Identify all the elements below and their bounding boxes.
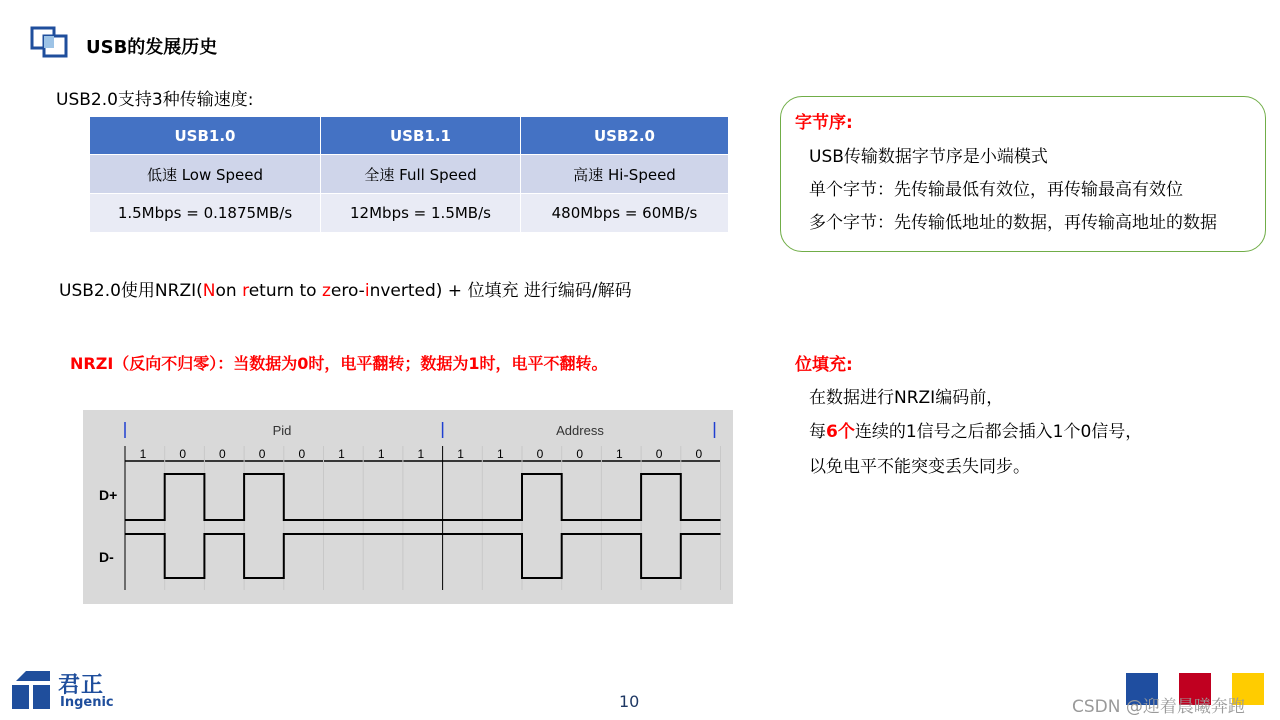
nrzi-part: r — [242, 281, 249, 301]
pid-label: Pid — [272, 423, 292, 438]
bit-label: 1 — [377, 447, 385, 461]
dminus-label: D- — [99, 549, 114, 565]
bit-label: 0 — [219, 447, 226, 461]
bit-label: 0 — [695, 447, 703, 461]
nrzi-part: nverted — [369, 281, 436, 301]
table-cell: 低速 Low Speed — [90, 155, 321, 194]
table-cell: 1.5Mbps = 0.1875MB/s — [90, 194, 321, 233]
dplus-waveform — [125, 474, 721, 520]
byte-order-line: 单个字节：先传输最低有效位，再传输最高有效位 — [809, 180, 1183, 200]
nrzi-part: N — [202, 281, 216, 301]
bit-stuffing-line — [809, 417, 1142, 442]
bit-stuffing-line: 以免电平不能突变丢失同步。 — [809, 457, 1030, 477]
nrzi-part: z — [321, 281, 331, 301]
nrzi-suffix: ) + 位填充 进行编码/解码 — [435, 281, 632, 301]
slide-logo-icon — [30, 26, 70, 58]
nrzi-prefix: USB2.0使用NRZI( — [59, 281, 203, 301]
byte-order-line: 多个字节：先传输低地址的数据，再传输高地址的数据 — [809, 213, 1217, 233]
speeds-intro: USB2.0支持3种传输速度: — [56, 90, 254, 110]
bit-stuffing-title: 位填充: — [795, 355, 853, 375]
col-header: USB2.0 — [521, 117, 729, 155]
col-header: USB1.1 — [321, 117, 521, 155]
nrzi-part: eturn to — [248, 281, 322, 301]
nrzi-waveform-diagram — [83, 410, 733, 604]
watermark: CSDN @迎着晨曦奔跑 — [1072, 697, 1245, 717]
bit-label: 1 — [496, 447, 504, 461]
nrzi-expansion — [203, 281, 436, 301]
speed-table — [89, 116, 729, 233]
nrzi-part: on — [215, 281, 243, 301]
byte-order-title: 字节序: — [795, 113, 853, 133]
waveform-svg — [83, 410, 733, 604]
table-cell: 480Mbps = 60MB/s — [521, 194, 729, 233]
table-cell: 高速 Hi-Speed — [521, 155, 729, 194]
nrzi-part: i — [364, 281, 370, 301]
byte-order-line: USB传输数据字节序是小端模式 — [809, 147, 1048, 167]
bs-text: 连续的1信号之后都会插入1个0信号， — [854, 422, 1143, 442]
bit-label: 1 — [338, 447, 345, 461]
nrzi-description — [59, 276, 632, 301]
bit-label: 0 — [576, 447, 584, 461]
dminus-waveform — [125, 534, 721, 578]
bit-label: 0 — [298, 447, 306, 461]
nrzi-part: ero- — [330, 281, 365, 301]
brand-cn: 君正 — [58, 673, 105, 698]
bit-label: 0 — [258, 447, 266, 461]
bit-stuffing-line: 在数据进行NRZI编码前， — [809, 388, 1004, 408]
bit-label: 0 — [179, 447, 187, 461]
bit-label: 1 — [417, 447, 425, 461]
address-label: Address — [556, 423, 604, 438]
dplus-label: D+ — [99, 487, 118, 503]
table-cell: 12Mbps = 1.5MB/s — [321, 194, 521, 233]
bit-label: 1 — [616, 447, 623, 461]
table-cell: 全速 Full Speed — [321, 155, 521, 194]
ingenic-logo-icon — [12, 671, 50, 709]
col-header: USB1.0 — [90, 117, 321, 155]
bit-label: 0 — [536, 447, 544, 461]
slide-title: USB的发展历史 — [86, 37, 218, 58]
bit-label: 1 — [457, 447, 464, 461]
brand-en: Ingenic — [60, 695, 114, 710]
bit-label: 0 — [655, 447, 663, 461]
bs-text: 每 — [809, 422, 826, 442]
bs-highlight: 6个 — [826, 422, 855, 442]
bit-label: 1 — [139, 447, 147, 461]
page-number: 10 — [619, 692, 640, 711]
nrzi-rule: NRZI（反向不归零）：当数据为0时，电平翻转；数据为1时，电平不翻转。 — [70, 354, 608, 373]
